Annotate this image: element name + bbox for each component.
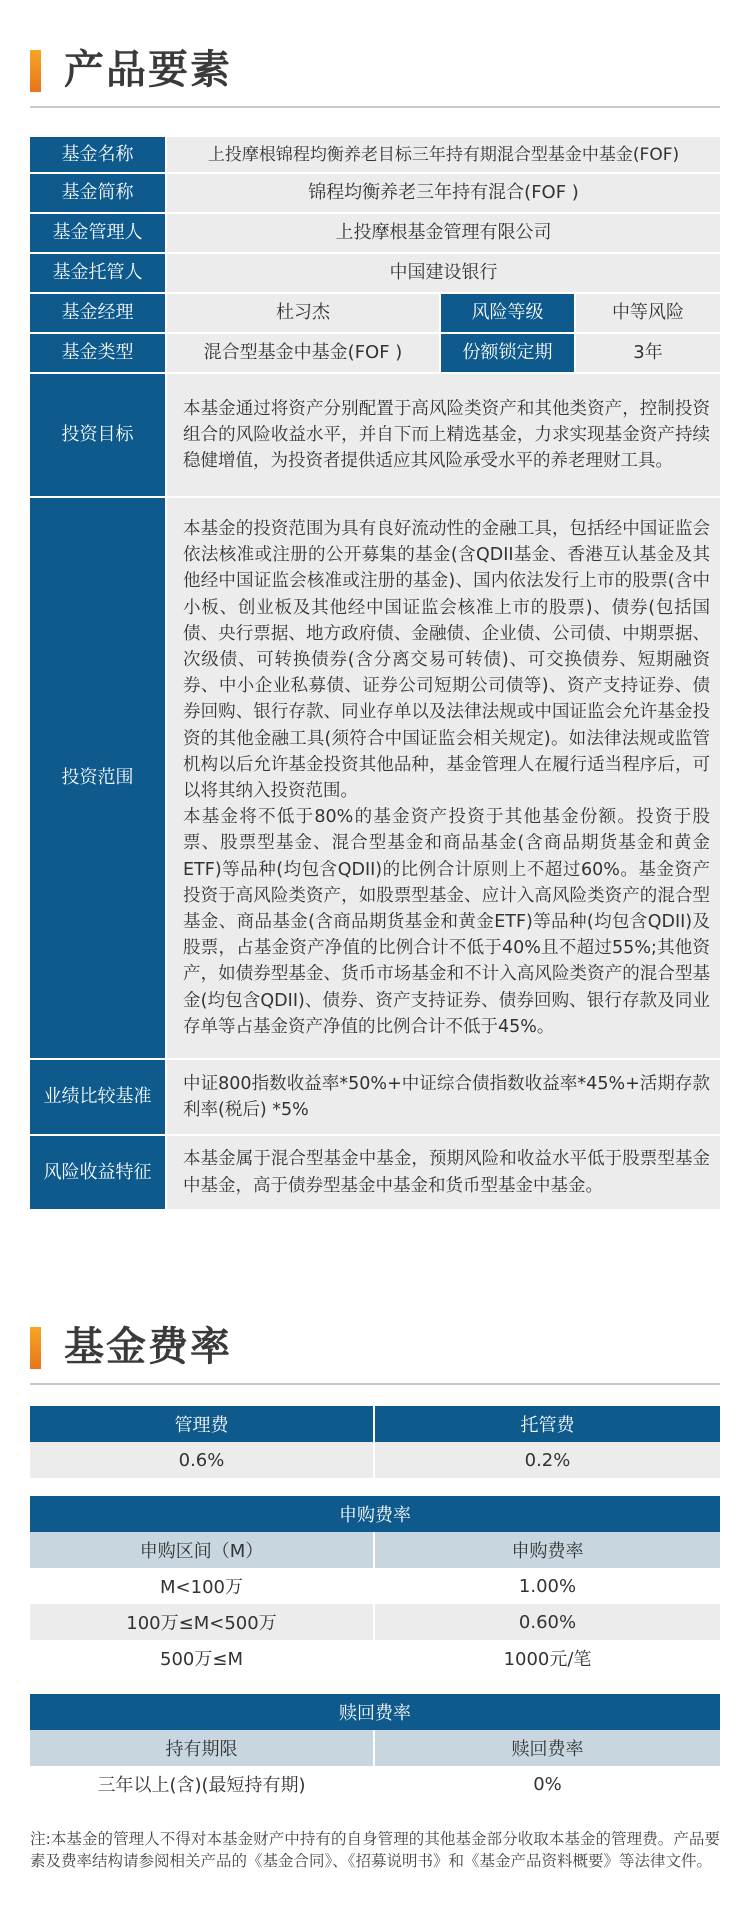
fund-type-label: 基金类型 — [30, 334, 167, 374]
risk-level-value: 中等风险 — [576, 294, 720, 334]
table-row — [30, 1060, 720, 1136]
redemption-rate: 0% — [375, 1766, 720, 1802]
custody-fee-header: 托管费 — [375, 1406, 720, 1442]
table-row — [30, 214, 720, 254]
table-row — [30, 294, 720, 334]
management-fee-header: 管理费 — [30, 1406, 375, 1442]
fees-section-title: 基金费率 — [64, 1324, 232, 1370]
custody-fee-value: 0.2% — [375, 1442, 720, 1478]
redemption-fee-title: 赎回费率 — [30, 1694, 720, 1730]
custodian-label: 基金托管人 — [30, 254, 167, 294]
table-row — [30, 1640, 720, 1676]
scope-label: 投资范围 — [30, 498, 167, 1060]
heading-divider — [30, 1383, 720, 1385]
table-row — [30, 1766, 720, 1802]
objective-label: 投资目标 — [30, 374, 167, 498]
benchmark-value: 中证800指数收益率*50%+中证综合债指数收益率*45%+活期存款利率(税后) *5% — [167, 1060, 720, 1136]
short-name-label: 基金简称 — [30, 174, 167, 214]
table-row — [30, 254, 720, 294]
risk-return-label: 风险收益特征 — [30, 1136, 167, 1211]
subscription-range-header: 申购区间（M） — [30, 1532, 375, 1568]
footnote: 注:本基金的管理人不得对本基金财产中持有的自身管理的其他基金部分收取本基金的管理费。产品要素及费率结构请参阅相关产品的《基金合同》、《招募说明书》和《基金产品资料概要》等法律文件。 — [30, 1830, 720, 1870]
scope-paragraph-2: 本基金将不低于80%的基金资产投资于其他基金份额。投资于股票、股票型基金、混合型基金和商品基金(含商品期货基金和黄金ETF)等品种(均包含QDII)的比例合计原则上不超过60%。基金资产投资于高风险类资产，如股票型基金、应计入高风险类资产的混合型基金、商品基金(含商品期货基金和黄金ETF)等品种(均包含QDII)及股票，占基金资产净值的比例合计不低于40%且不超过55%;其他资产，如债券型基金、货币市场基金和不计入高风险类资产的混合型基金(均包含QDII)、债券、资产支持证券、债券回购、银行存款及同业存单等占基金资产净值的比例合计不低于45%。 — [183, 807, 711, 1037]
subscription-range: M<100万 — [30, 1568, 375, 1604]
holding-period: 三年以上(含)(最短持有期) — [30, 1766, 375, 1802]
manager-company-value: 上投摩根基金管理有限公司 — [167, 214, 720, 254]
holding-period-header: 持有期限 — [30, 1730, 375, 1766]
short-name-value: 锦程均衡养老三年持有混合(FOF ) — [167, 174, 720, 214]
fund-manager-label: 基金经理 — [30, 294, 167, 334]
table-row — [30, 174, 720, 214]
subscription-rate-header: 申购费率 — [375, 1532, 720, 1568]
management-fee-value: 0.6% — [30, 1442, 375, 1478]
redemption-fee-table — [30, 1694, 720, 1802]
table-row — [30, 498, 720, 1060]
table-row — [30, 1730, 720, 1766]
fund-type-value: 混合型基金中基金(FOF ) — [167, 334, 439, 374]
fund-name-label: 基金名称 — [30, 137, 167, 174]
table-row — [30, 334, 720, 374]
scope-paragraph-1: 本基金的投资范围为具有良好流动性的金融工具，包括经中国证监会依法核准或注册的公开募集的基金(含QDII基金、香港互认基金及其他经中国证监会核准或注册的基金)、国内依法发行上市的股票(含中小板、创业板及其他经中国证监会核准上市的股票)、债券(包括国债、央行票据、地方政府债、金融债、企业债、公司债、中期票据、次级债、可转换债券(含分离交易可转债)、可交换债券、短期融资券、中小企业私募债、证券公司短期公司债等)、资产支持证券、债券回购、银行存款、同业存单以及法律法规或中国证监会允许基金投资的其他金融工具(须符合中国证监会相关规定)。如法律法规或监管机构以后允许基金投资其他品种，基金管理人在履行适当程序后，可以将其纳入投资范围。 — [183, 518, 711, 801]
risk-return-value: 本基金属于混合型基金中基金，预期风险和收益水平低于股票型基金中基金，高于债券型基金中基金和货币型基金中基金。 — [167, 1136, 720, 1211]
subscription-fee-table — [30, 1496, 720, 1676]
lock-period-value: 3年 — [576, 334, 720, 374]
table-row — [30, 137, 720, 174]
subscription-rate: 1.00% — [375, 1568, 720, 1604]
subscription-range: 100万≤M<500万 — [30, 1604, 375, 1640]
table-row — [30, 1694, 720, 1730]
objective-value: 本基金通过将资产分别配置于高风险类资产和其他类资产，控制投资组合的风险收益水平，并自下而上精选基金，力求实现基金资产持续稳健增值，为投资者提供适应其风险承受水平的养老理财工具。 — [167, 374, 720, 498]
subscription-rate: 0.60% — [375, 1604, 720, 1640]
subscription-fee-title: 申购费率 — [30, 1496, 720, 1532]
heading-accent-bar — [30, 50, 41, 92]
table-row — [30, 1406, 720, 1442]
subscription-range: 500万≤M — [30, 1640, 375, 1676]
heading-divider — [30, 106, 720, 108]
product-section-title: 产品要素 — [64, 47, 232, 93]
lock-period-label: 份额锁定期 — [439, 334, 576, 374]
scope-value — [167, 498, 720, 1060]
custodian-value: 中国建设银行 — [167, 254, 720, 294]
management-fee-table — [30, 1406, 720, 1478]
table-row — [30, 1532, 720, 1568]
table-row — [30, 1568, 720, 1604]
table-row — [30, 1604, 720, 1640]
benchmark-label: 业绩比较基准 — [30, 1060, 167, 1136]
fund-name-value: 上投摩根锦程均衡养老目标三年持有期混合型基金中基金(FOF) — [167, 137, 720, 174]
heading-accent-bar — [30, 1327, 41, 1369]
table-row — [30, 1136, 720, 1211]
table-row — [30, 1496, 720, 1532]
manager-company-label: 基金管理人 — [30, 214, 167, 254]
table-row — [30, 374, 720, 498]
risk-level-label: 风险等级 — [439, 294, 576, 334]
product-elements-table — [30, 137, 720, 1211]
redemption-rate-header: 赎回费率 — [375, 1730, 720, 1766]
subscription-rate: 1000元/笔 — [375, 1640, 720, 1676]
fund-manager-value: 杜习杰 — [167, 294, 439, 334]
table-row — [30, 1442, 720, 1478]
